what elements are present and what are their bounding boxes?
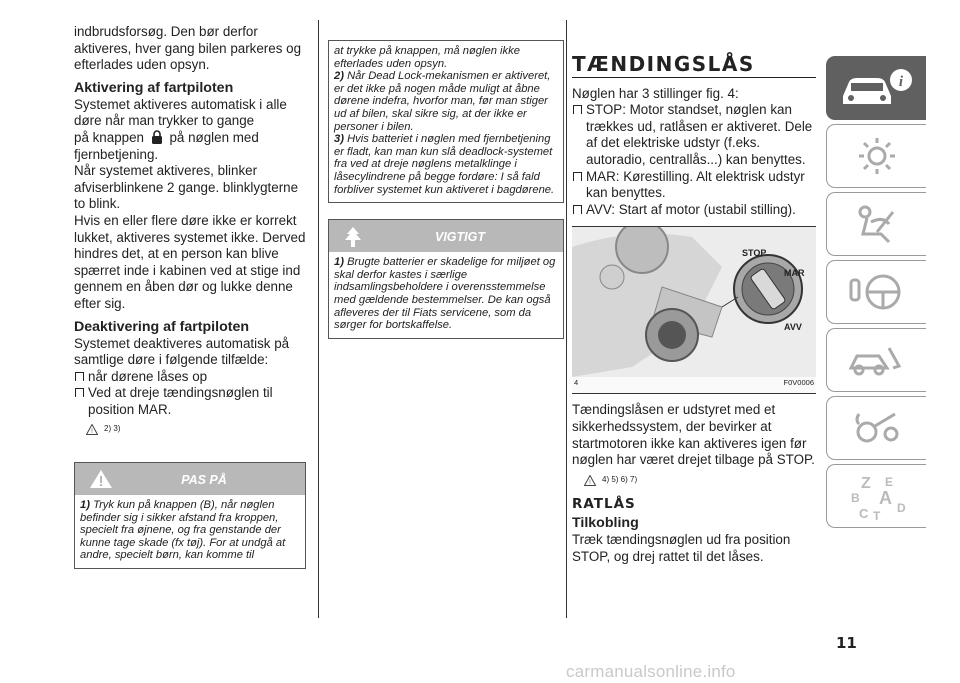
tab-safety[interactable] xyxy=(826,192,926,256)
svg-text:T: T xyxy=(872,509,880,522)
bullet-square-icon xyxy=(75,388,84,397)
lights-icon xyxy=(837,134,917,178)
chapter-tabs xyxy=(826,56,926,532)
caution-box xyxy=(74,462,306,569)
caution-box-title: PAS PÅ xyxy=(181,473,227,488)
label-mar: MAR xyxy=(784,268,805,279)
svg-text:!: ! xyxy=(589,479,591,486)
bullet-item: MAR: Kørestilling. Alt elektrisk udstyr kan benyttes. xyxy=(572,169,816,202)
svg-text:A: A xyxy=(878,488,892,508)
index-icon xyxy=(837,470,917,522)
svg-text:B: B xyxy=(850,491,860,505)
column-right xyxy=(572,52,816,565)
airbag-seat-icon xyxy=(837,202,917,246)
important-box xyxy=(328,219,564,339)
label-stop: STOP xyxy=(742,248,767,259)
intro-paragraph: indbrudsforsøg. Den bør derfor aktiveres, hver gang bilen parkeres og efterlades uden opsyn. xyxy=(74,24,302,73)
column-left xyxy=(74,24,306,569)
bullet-square-icon xyxy=(573,105,582,114)
tilkobling-paragraph: Træk tændingsnøglen ud fra position STOP, og drej rattet til det låses. xyxy=(572,531,791,564)
reference-notes: ! 2) 3) xyxy=(86,421,306,438)
svg-text:E: E xyxy=(884,475,893,489)
important-box-title: VIGTIGT xyxy=(435,230,485,245)
column-divider xyxy=(566,20,567,618)
page-number: 11 xyxy=(836,634,857,652)
svg-text:i: i xyxy=(898,74,903,90)
steering-wheel-icon xyxy=(837,270,917,314)
section-title: TÆNDINGSLÅS xyxy=(572,56,816,78)
ignition-figure xyxy=(572,226,816,394)
activation-paragraph-3: Hvis en eller flere døre ikke er korrekt lukket, aktiveres systemet ikke. Derved hindres det, at en person kan blive spærret inde i kabinen ved at stige ind gennem en åben dør og lukke denne efter sig. xyxy=(74,212,306,311)
warning-triangle-icon xyxy=(584,475,596,486)
ignition-switch-illustration xyxy=(572,227,816,377)
column-middle xyxy=(328,40,564,339)
tab-driving[interactable] xyxy=(826,260,926,324)
svg-text:D: D xyxy=(896,501,906,515)
bullet-item: STOP: Motor standset, nøglen kan trækkes ud, ratlåsen er aktiveret. Dele af det elektriske udstyr (f.eks. autoradio, centrallås...) kan benyttes. xyxy=(572,102,816,168)
column-divider xyxy=(318,20,319,618)
heading-activation: Aktivering af fartpiloten xyxy=(74,79,234,96)
caution-box-body: 1) Tryk kun på knappen (B), når nøglen befinder sig i sikker afstand fra kroppen, specielt fra øjnene, og fra genstande der kunne tage skade (fx tøj). For at undgå at andre, specielt børn, kan komme til xyxy=(80,499,286,562)
watermark: carmanualsonline.info xyxy=(566,662,736,681)
tab-emergency[interactable] xyxy=(826,328,926,392)
bullet-square-icon xyxy=(573,172,582,181)
important-box-body: 1) Brugte batterier er skadelige for miljøet og skal derfor kastes i særlige indsamlingsbeholdere i overensstemmelse med gældende bestemmelser. De kan også afleveres der til Fiats servicene, som da sørger for bortskaffelse. xyxy=(334,256,556,332)
bullet-item: Ved at dreje tændingsnøglen til position MAR. xyxy=(74,385,306,418)
label-avv: AVV xyxy=(784,322,802,333)
tab-index[interactable] xyxy=(826,464,926,528)
bullet-item: AVV: Start af motor (ustabil stilling). xyxy=(572,202,816,219)
tab-service[interactable] xyxy=(826,396,926,460)
bullet-item: når dørene låses op xyxy=(74,369,306,386)
positions-intro: Nøglen har 3 stillinger fig. 4: xyxy=(572,85,739,101)
deactivation-paragraph: Systemet deaktiveres automatisk på samtlige døre i følgende tilfælde: xyxy=(74,335,290,368)
immobilizer-paragraph: Tændingslåsen er udstyret med et sikkerhedssystem, der bevirker at startmotoren ikke kan aktiveres igen før nøglen har været drejet tilbage på STOP. xyxy=(572,402,815,468)
reference-notes: ! 4) 5) 6) 7) xyxy=(584,472,816,489)
notes-box-body: at trykke på knappen, må nøglen ikke efterlades uden opsyn. 2) Når Dead Lock-mekanismen er aktiveret, er det ikke på nogen måde muligt at åbne dørene indefra, hvorfor man, før man stiger ud af bilen, skal sikre sig, at der ikke er personer i bilen. 3) Hvis batteriet i nøglen med fjernbetjening er fladt, kan man kun slå deadlock-systemet fra ved at dreje nøglens metalklinge i låsecylindrene på begge fordøre: I så fald forbliver systemet kun aktiveret i bagdørene. xyxy=(334,45,555,196)
heading-deactivation: Deaktivering af fartpiloten xyxy=(74,318,250,335)
service-icon xyxy=(837,406,917,450)
notes-box xyxy=(328,40,564,203)
caution-box-header xyxy=(75,463,305,495)
important-box-header xyxy=(329,220,563,252)
car-info-icon xyxy=(837,66,917,110)
padlock-icon xyxy=(151,130,163,144)
warning-triangle-icon xyxy=(86,424,98,435)
heading-tilkobling: Tilkobling xyxy=(572,514,639,531)
bullet-square-icon xyxy=(75,372,84,381)
section-title-steering-lock: RATLÅS xyxy=(572,496,636,513)
bullet-square-icon xyxy=(573,205,582,214)
figure-caption: 4 F0V0006 xyxy=(574,377,814,387)
breakdown-icon xyxy=(837,338,917,382)
svg-text:!: ! xyxy=(91,429,93,436)
svg-text:C: C xyxy=(858,506,868,521)
activation-paragraph-1: Systemet aktiveres automatisk i alle døre når man trykker to gange på knappen på nøglen med fjernbetjening. xyxy=(74,96,287,162)
svg-text:Z: Z xyxy=(860,475,871,492)
tab-car-info[interactable] xyxy=(826,56,926,120)
activation-paragraph-2: Når systemet aktiveres, blinker afviserblinkene 2 gange. blinklygterne to blink. xyxy=(74,163,299,212)
tab-lights[interactable] xyxy=(826,124,926,188)
